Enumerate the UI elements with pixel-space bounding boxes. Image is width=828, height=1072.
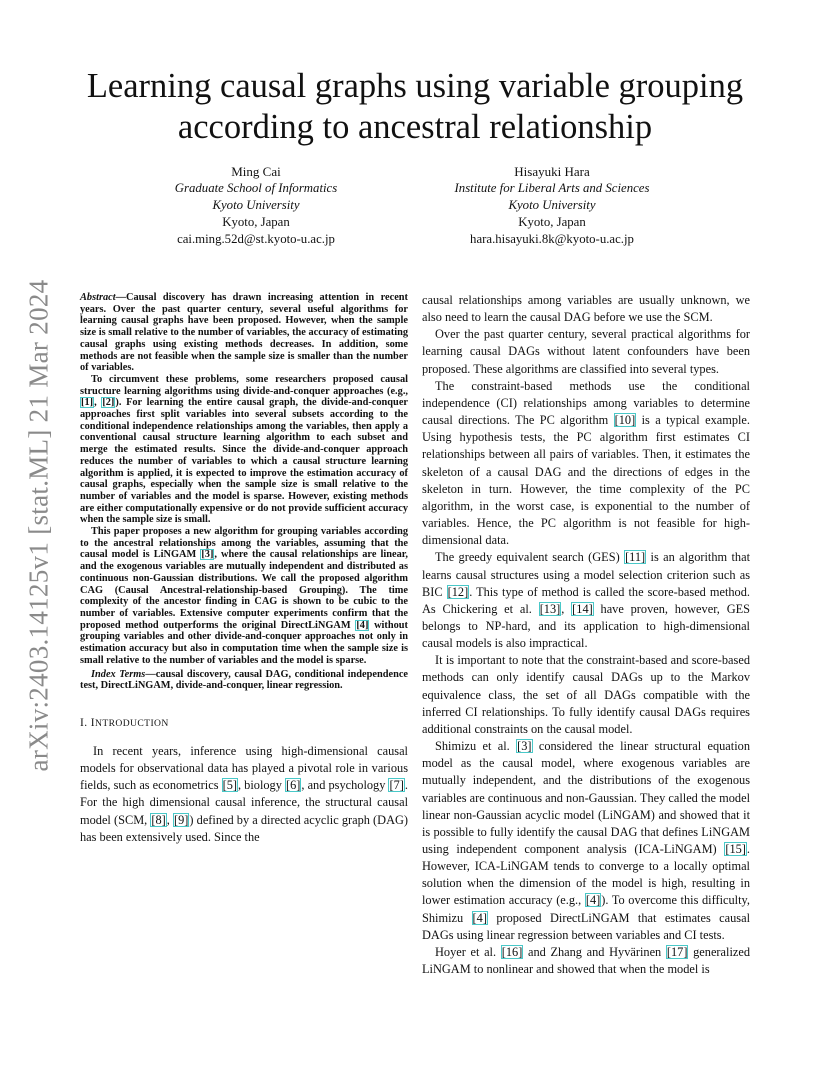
body-text: and Zhang and Hyvärinen: [523, 944, 666, 959]
body-text: is an algorithm that learns causal structures using a model selection criterion such as BIC: [422, 550, 751, 599]
body-paragraph: Over the past quarter century, several practical algorithms for learning causal DAGs without latent confounders have been proposed. These algorithms are classified into several types.: [422, 327, 750, 376]
abstract: [80, 292, 408, 692]
body-text: generalized LiNGAM to nonlinear and showed that when the model is: [422, 944, 751, 977]
abstract-paragraph-3: [80, 526, 408, 666]
author-email: hara.hisayuki.8k@kyoto-u.ac.jp: [470, 232, 634, 246]
arxiv-identifier-text: arXiv:2403.14125v1 [stat.ML] 21 Mar 2024: [23, 279, 54, 771]
body-text: , and psychology: [301, 778, 389, 793]
citation-link[interactable]: [10]: [614, 413, 636, 428]
body-text: . This type of method is called the score-based method. As Chickering et al.: [422, 584, 750, 616]
citation-link[interactable]: [15]: [725, 842, 746, 856]
body-text: The greedy equivalent search (GES): [435, 550, 625, 565]
abstract-text: ,: [94, 397, 102, 409]
author-affiliation: Institute for Liberal Arts and Sciences: [454, 181, 650, 195]
citation-link[interactable]: [3]: [201, 549, 214, 561]
body-text: In recent years, inference using high-dimensional causal models for observational data has played a pivotal role in various fields, such as econometrics: [80, 743, 408, 793]
section-number: I.: [80, 716, 91, 729]
body-text: proposed DirectLiNGAM that estimates causal DAGs using linear regression between variables and CI tests.: [422, 910, 750, 942]
body-paragraph: [80, 743, 408, 846]
author-name: Ming Cai: [231, 164, 281, 179]
abstract-text: without grouping variables and other divide-and-conquer approaches not only in estimation accuracy but also in computation time when the sample size is small relative to the number of variables and the model is sparse.: [80, 619, 408, 666]
body-paragraph: [422, 378, 750, 550]
abstract-text: , where the causal relationships are linear, and the exogenous variables are mutually independent and distributed as continuous non-Gaussian distributions. We call the proposed algorithm CAG (Causal Ancestral-relationship-based Grouping). The time complexity of the ancestor finding in CAG is shown to be cubic to the number of variables. Extensive computer experiments confirm that the proposed method outperforms the original DirectLiNGAM: [80, 549, 408, 631]
citation-link[interactable]: [12]: [447, 584, 469, 599]
body-text: . However, ICA-LiNGAM tends to converge to a locally optimal solution when the dimension of the model is high, resulting in lower estimation accuracy (e.g.,: [422, 842, 750, 908]
body-text: Shimizu et al.: [435, 739, 517, 754]
citation-link[interactable]: [5]: [222, 778, 237, 793]
introduction-left: [80, 743, 408, 846]
body-paragraph: [422, 944, 750, 978]
body-text: ) defined by a directed acyclic graph (DAG) has been extensively used. Since the: [80, 812, 409, 844]
abstract-text: ). For learning the entire causal graph, the divide-and-conquer approaches first split variables into several subsets according to the conditional independence relationships among the variables, then apply a conventional causal structure learning algorithm to each subset and merge the estimated results. Since the divide-and-conquer approach reduces the number of variables to which a causal structure learning algorithm is applied, it is expected to improve the estimation accuracy of causal graphs, especially when the sample size is small relative to the number of variables and the model is sparse. However, existing methods are either computationally expensive or do not provide sufficient accuracy when the sample size is small.: [80, 397, 408, 526]
section-heading: [80, 717, 408, 729]
citation-link[interactable]: [4]: [585, 893, 601, 908]
body-text: ,: [561, 601, 572, 616]
citation-link[interactable]: [2]: [102, 397, 115, 409]
author-location: Kyoto, Japan: [518, 215, 586, 229]
arxiv-identifier-stamp: [22, 275, 56, 775]
citation-link[interactable]: [3]: [517, 739, 532, 754]
author-location: Kyoto, Japan: [222, 215, 290, 229]
section-title-rest: NTRODUCTION: [95, 717, 169, 729]
author-affiliation: Graduate School of Informatics: [174, 181, 338, 195]
section-title-cap: I: [90, 716, 96, 729]
body-paragraph-continued: causal relationships among variables are usually unknown, we also need to learn the causal DAG before we use the SCM.: [422, 293, 750, 325]
body-paragraph: [422, 738, 750, 944]
index-terms-text: —causal discovery, causal DAG, conditional independence test, DirectLiNGAM, divide-and-conquer, linear regression.: [80, 668, 409, 692]
author-block-2: [402, 163, 702, 248]
body-text: . For the high dimensional causal inference, the structural causal model (SCM,: [80, 778, 408, 827]
abstract-paragraph-2: [80, 374, 408, 526]
body-paragraph: It is important to note that the constraint-based and score-based methods can only identify causal DAGs up to the Markov equivalence class, the set of all DAGs compatible with the inferred CI relationships. To fully identify causal DAGs requires additional constraints on the causal model.: [422, 653, 750, 736]
citation-link[interactable]: [17]: [666, 944, 688, 959]
citation-link[interactable]: [7]: [389, 778, 404, 793]
citation-link[interactable]: [4]: [356, 619, 369, 631]
citation-link[interactable]: [8]: [151, 812, 166, 827]
body-text: Hoyer et al.: [435, 944, 501, 959]
author-block-1: [106, 163, 406, 248]
body-text: have proven, however, GES belongs to NP-hard, and its application to high-dimensional causal models is also impractical.: [422, 601, 751, 651]
abstract-text: To circumvent these problems, some researchers proposed causal structure learning algorithms using divide-and-conquer approaches (e.g.,: [80, 373, 408, 397]
body-text: The constraint-based methods use the conditional independence (CI) relationships among variables to determine causal directions. The PC algorithm: [422, 378, 750, 428]
body-text: , biology: [238, 778, 285, 793]
body-text: ). To overcome this difficulty, Shimizu: [422, 893, 750, 925]
citation-link[interactable]: [11]: [625, 550, 646, 565]
body-text: is a typical example. Using hypothesis tests, the PC algorithm first estimates CI relationships between all pairs of variables. Then, it estimates the skeleton of a causal DAG and the directions of edges in the skeleton in turn. However, the time complexity of the PC algorithm, in the worst case, is exponential to the number of variables. Hence, the PC algorithm is not feasible for high-dimensional data.: [422, 413, 750, 548]
citation-link[interactable]: [4]: [472, 910, 487, 925]
body-text: ,: [166, 812, 174, 827]
body-text: considered the linear structural equation model as the causal model, where exogenous variables are mutually independent, and the distributions of the exogenous variables are continuous and non-Gaussian. They called the model linear non-Gaussian acyclic model (LiNGAM) and showed that it is possible to fully identify the causal DAG that defines LiNGAM using independent component analysis (ICA-LiNGAM): [422, 739, 750, 856]
author-institution: Kyoto University: [508, 198, 596, 212]
citation-link[interactable]: [6]: [285, 778, 301, 793]
right-column: [422, 292, 750, 978]
left-column: [80, 292, 408, 846]
author-email: cai.ming.52d@st.kyoto-u.ac.jp: [177, 232, 335, 246]
abstract-paragraph-1: [80, 292, 408, 374]
body-paragraph: [422, 549, 750, 652]
citation-link[interactable]: [14]: [572, 601, 593, 616]
citation-link[interactable]: [13]: [539, 601, 561, 616]
paper-title: Learning causal graphs using variable grouping according to ancestral relationship: [86, 67, 744, 146]
abstract-text: This paper proposes a new algorithm for grouping variables according to the ancestral relationships among the variables, assuming that the causal model is LiNGAM: [80, 526, 408, 561]
abstract-lead: Abstract: [80, 292, 116, 303]
author-name: Hisayuki Hara: [514, 164, 590, 179]
index-terms-lead: Index Terms: [91, 668, 146, 680]
citation-link[interactable]: [9]: [174, 812, 189, 827]
index-terms: [80, 669, 408, 692]
citation-link[interactable]: [16]: [501, 944, 523, 959]
abstract-text: —Causal discovery has drawn increasing attention in recent years. Over the past quarter century, several useful algorithms for learning causal graphs have been proposed. However, when the sample size is small relative to the number of variables, the accuracy of estimating causal graphs using existing methods decreases. In addition, some methods are not feasible when the sample size is smaller than the number of variables.: [80, 292, 408, 374]
citation-link[interactable]: [1]: [81, 397, 94, 409]
author-institution: Kyoto University: [212, 198, 300, 212]
